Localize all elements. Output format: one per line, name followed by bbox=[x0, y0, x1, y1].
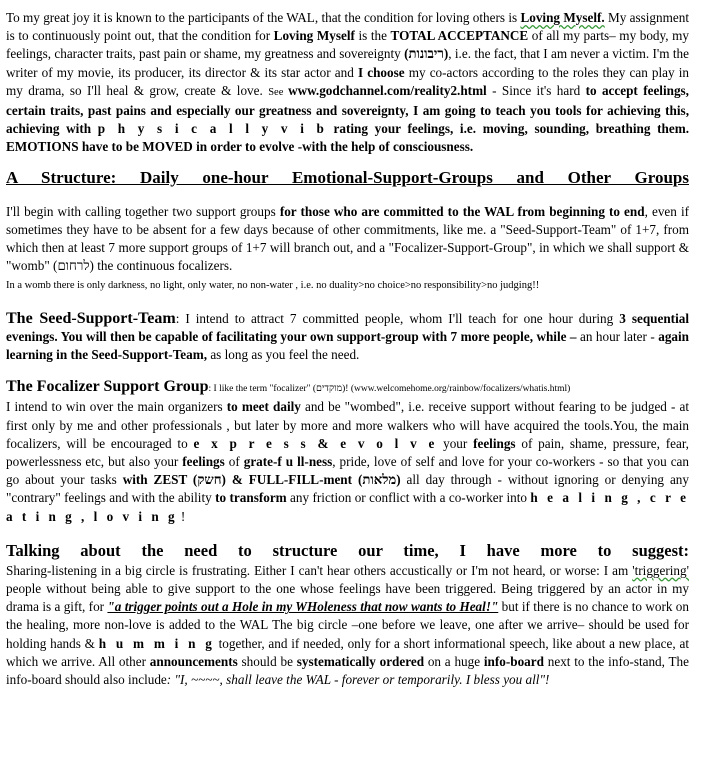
text: should be bbox=[237, 653, 297, 669]
seed-support-team-heading: The Seed-Support-Team bbox=[6, 309, 176, 327]
emphasis: to transform bbox=[215, 490, 287, 506]
emphasis: TOTAL ACCEPTANCE bbox=[390, 28, 529, 44]
emphasis: with ZEST (חשק) & FULL-FILL-ment (מלאות) bbox=[122, 472, 401, 488]
text: - Since it's hard bbox=[486, 82, 586, 98]
intro-paragraph bbox=[6, 9, 689, 157]
text: your bbox=[437, 435, 474, 451]
text: next to the info-stand, The info-board should also include bbox=[6, 653, 689, 688]
info-board-quote: : "I, ~~~~, shall leave the WAL - forever or temporarily. I bless you all"! bbox=[166, 672, 550, 688]
focalizer-group-paragraph bbox=[6, 378, 689, 526]
text: any friction or conflict with a co-worker into bbox=[286, 490, 531, 506]
loving-myself-emphasis: Loving Myself. bbox=[520, 10, 605, 25]
text: is the bbox=[354, 28, 391, 44]
text: I intend to win over the main organizers bbox=[6, 399, 227, 415]
text: of bbox=[224, 454, 244, 470]
text: and be "wombed", i.e. receive support without fearing to be judged - at first only by me and other professionals , but later by more and more walkers who will have acquired the tools.You, the main focalizers, will be encouraged to bbox=[6, 399, 689, 451]
text: , pride, love of self and love for your co-workers - so that you can go about your tasks bbox=[6, 454, 689, 488]
text: Sharing-listening in a big circle is frustrating. Either I can't hear others accustically or I'm not heard, or worse: I am bbox=[6, 562, 633, 578]
emphasis: announcements bbox=[149, 653, 238, 669]
hebrew-term: (ריבונות) bbox=[404, 46, 449, 62]
text: : I intend to attract 7 committed people, whom I'll teach for one hour during bbox=[175, 310, 620, 326]
emphasis: systematically ordered bbox=[296, 653, 425, 669]
text: but if there is no chance to work on the healing, more non-love is added to the WAL The big circle –one before we leave, one after we arrive– should be used for holding hands & bbox=[6, 599, 689, 651]
text: an hour later - bbox=[576, 328, 659, 344]
text: of pain, shame, pressure, fear, powerlessness etc, but also your bbox=[6, 435, 689, 470]
spaced-emphasis: p h y s i c a l l y v i b bbox=[97, 121, 327, 137]
text: My assignment is to continuously point out, that the condition for bbox=[6, 10, 689, 44]
emphasis: for those who are committed to the WAL from beginning to end bbox=[279, 203, 645, 219]
text: To my great joy it is known to the participants of the WAL, that the condition for loving others is bbox=[6, 10, 521, 25]
womb-note: In a womb there is only darkness, no light, only water, no non-water , i.e. no duality>no choice>no responsibility>no judging!! bbox=[6, 280, 540, 292]
text: all day through - without ignoring or denying any "contrary" feelings and with the ability bbox=[6, 472, 689, 506]
text: my co-actors according to the roles they can play in my drama, so I'll heal & grow, create & love. bbox=[6, 64, 690, 98]
text: See bbox=[268, 86, 289, 98]
focalizer-group-heading: The Focalizer Support Group bbox=[6, 378, 209, 396]
emphasis: I choose bbox=[357, 64, 405, 80]
text: , even if sometimes they have to be absent for a few days because of other commitments, like me. a "Seed-Support-Team" of 1+7, from which then at least 7 more support groups of 1+7 will branch out, and a "Focalizer-Support-Group", in which we shall support & "womb" (לרחום) the continuous focalizers. bbox=[6, 203, 689, 274]
text: as long as you feel the need. bbox=[207, 347, 360, 363]
text: , i.e. the fact, that I am never a victim. I'm the writer of my movie, its producer, its director & its star actor and bbox=[6, 46, 690, 80]
sharing-listening-paragraph bbox=[6, 562, 689, 689]
spaced-emphasis: h u m m i n g bbox=[98, 635, 215, 651]
emphasis: rating your feelings, i.e. moving, sounding, breathing them. EMOTIONS have to be MOVED in order to evolve -with the help of consciousness. bbox=[6, 121, 689, 155]
spaced-emphasis: e x p r e s s & e v o l v e bbox=[193, 435, 438, 451]
section-heading-structure-time: Talking about the need to structure our time, I have more to suggest: bbox=[6, 540, 689, 560]
focalizer-term-note: : I like the term "focalizer" (מוקדים)! (www.welcomehome.org/rainbow/focalizers/whatis.html) bbox=[208, 384, 571, 395]
seed-support-team-paragraph bbox=[6, 310, 689, 365]
emphasis: feelings bbox=[473, 435, 516, 451]
emphasis: feelings bbox=[182, 454, 225, 470]
emphasis: to meet daily bbox=[226, 399, 301, 415]
text: of all my parts– my body, my feelings, character traits, past pain or shame, my greatness and sovereignty bbox=[6, 28, 689, 62]
text: people without being able to give support to the one whose feelings have been triggered. Being triggered by an actor in my drama is a gift, for bbox=[6, 581, 689, 615]
spaced-emphasis: h e a l i n g , c r e a t i n g , l o v i n g bbox=[6, 490, 689, 524]
text: together, and if needed, only for a short informational speech, like about a new place, at which we arrive. All other bbox=[6, 635, 689, 669]
trigger-quote: "a trigger points out a Hole in my WHoleness that now wants to Heal!" bbox=[107, 599, 499, 615]
emphasis: Loving Myself bbox=[273, 28, 355, 44]
emphasis: to accept feelings, certain traits, past pains and especially our greatness and sovereignty, I am going to teach you tools for achieving this, achieving with bbox=[6, 82, 689, 137]
emphasis: grate-f u ll-ness bbox=[243, 454, 333, 470]
emphasis: again learning in the Seed-Support-Team, bbox=[6, 328, 690, 363]
emphasis: info-board bbox=[483, 653, 544, 669]
triggering-word: 'triggering' bbox=[632, 562, 689, 578]
text: on a huge bbox=[424, 653, 484, 669]
emphasis: 3 sequential evenings. You will then be capable of facilitating your own support-group with 7 more people, while – bbox=[6, 310, 689, 344]
section-heading-structure: A Structure: Daily one-hour Emotional-Support-Groups and Other Groups bbox=[6, 167, 689, 187]
text: ! bbox=[177, 508, 186, 524]
text: I'll begin with calling together two support groups bbox=[6, 203, 280, 219]
support-groups-paragraph bbox=[6, 203, 689, 296]
url-link[interactable]: www.godchannel.com/reality2.html bbox=[288, 82, 487, 98]
